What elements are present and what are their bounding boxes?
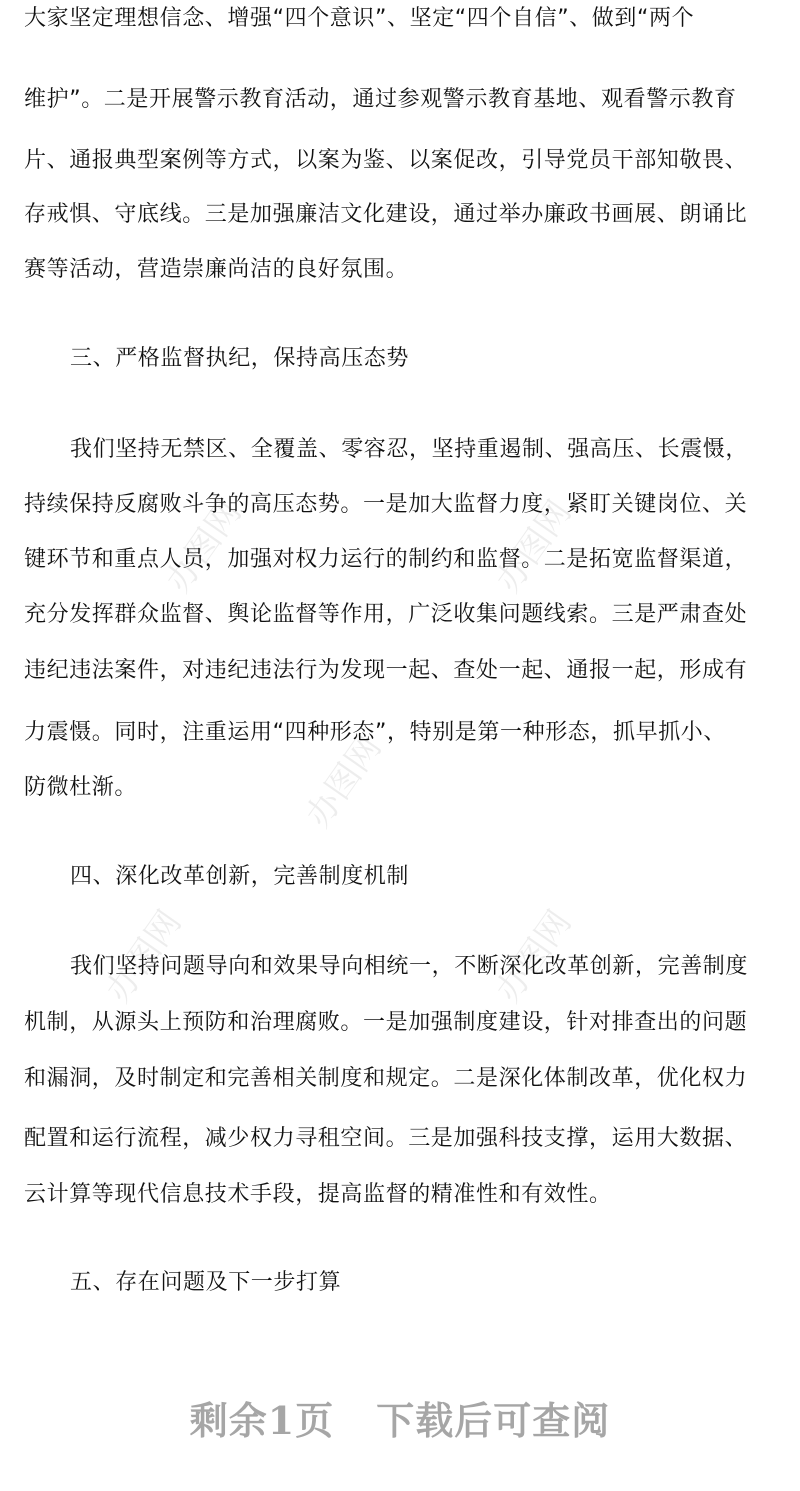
watermark: 办图网 — [158, 493, 250, 600]
watermark: 办图网 — [488, 903, 580, 1010]
download-prompt[interactable] — [0, 1390, 800, 1445]
paragraph-line: 力震慑。同时，注重运用“四种形态”，特别是第一种形态，抓早抓小、 — [24, 720, 726, 745]
download-to-view-label[interactable]: 下载后可查阅 — [376, 1398, 611, 1443]
paragraph-line: 维护”。二是开展警示教育活动，通过参观警示教育基地、观看警示教育 — [24, 87, 737, 112]
paragraph-line: 和漏洞，及时制定和完善相关制度和规定。二是深化体制改革，优化权力 — [24, 1066, 748, 1091]
paragraph-line: 持续保持反腐败斗争的高压态势。一是加大监督力度，紧盯关键岗位、关 — [24, 492, 748, 517]
paragraph-line: 赛等活动，营造崇廉尚洁的良好氛围。 — [24, 257, 409, 282]
section-heading-4: 四、深化改革创新，完善制度机制 — [70, 864, 410, 889]
paragraph-line: 违纪违法案件，对违纪违法行为发现一起、查处一起、通报一起，形成有 — [24, 658, 748, 683]
paragraph-line: 键环节和重点人员，加强对权力运行的制约和监督。二是拓宽监督渠道， — [24, 547, 748, 572]
paragraph-line: 存戒惧、守底线。三是加强廉洁文化建设，通过举办廉政书画展、朗诵比 — [24, 202, 748, 227]
remaining-pages-label: 剩余1页 — [189, 1398, 335, 1443]
section-heading-5: 五、存在问题及下一步打算 — [70, 1270, 342, 1295]
watermark: 办图网 — [298, 728, 390, 835]
paragraph-line: 充分发挥群众监督、舆论监督等作用，广泛收集问题线索。三是严肃查处 — [24, 602, 748, 627]
paragraph-line: 机制，从源头上预防和治理腐败。一是加强制度建设，针对排查出的问题 — [24, 1010, 748, 1035]
watermark: 办图网 — [488, 493, 580, 600]
paragraph-line: 我们坚持无禁区、全覆盖、零容忍，坚持重遏制、强高压、长震慑， — [70, 437, 749, 462]
paragraph-line: 云计算等现代信息技术手段，提高监督的精准性和有效性。 — [24, 1182, 612, 1207]
paragraph-line: 防微杜渐。 — [24, 775, 138, 800]
paragraph-line: 大家坚定理想信念、增强“四个意识”、坚定“四个自信”、做到“两个 — [24, 6, 695, 31]
watermark: 办图网 — [98, 903, 190, 1010]
paragraph-line: 我们坚持问题导向和效果导向相统一，不断深化改革创新，完善制度 — [70, 954, 749, 979]
paragraph-line: 配置和运行流程，减少权力寻租空间。三是加强科技支撑，运用大数据、 — [24, 1126, 748, 1151]
section-heading-3: 三、严格监督执纪，保持高压态势 — [70, 346, 410, 371]
paragraph-line: 片、通报典型案例等方式，以案为鉴、以案促改，引导党员干部知敬畏、 — [24, 148, 748, 173]
